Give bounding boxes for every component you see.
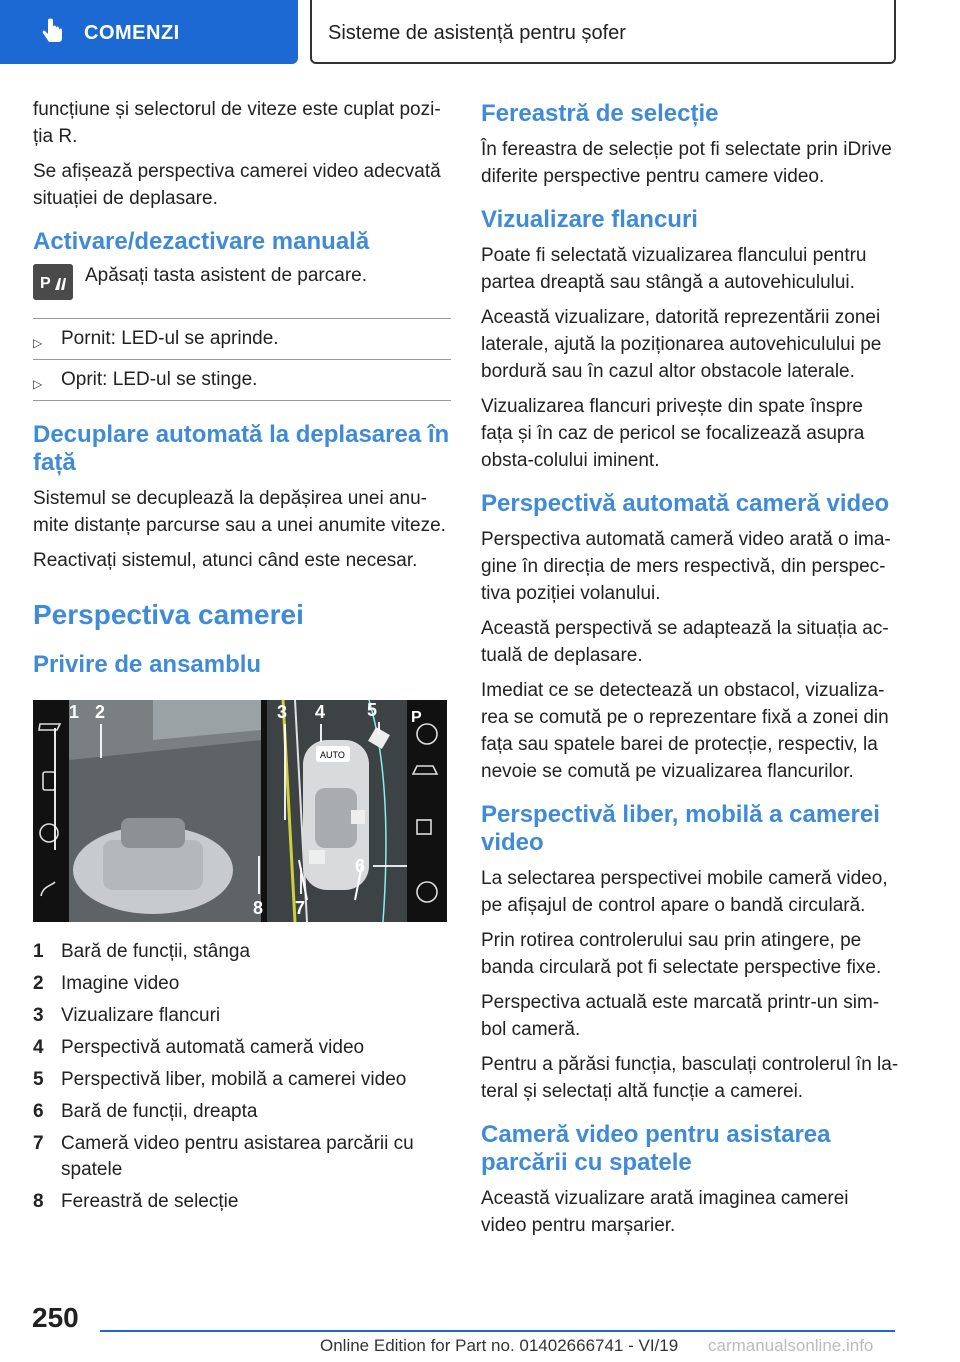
triangle-bullet-icon: ▷: [33, 336, 43, 350]
paragraph: funcțiune și selectorul de viteze este cuplat pozi-ția R.: [33, 99, 441, 147]
chapter-tab: [0, 0, 298, 64]
heading-auto-off: Decuplare automată la deplasarea în față: [33, 421, 450, 476]
bullet-text: Oprit: LED-ul se stinge.: [61, 369, 258, 390]
paragraph: Reactivați sistemul, atunci când este necesar.: [33, 550, 418, 571]
paragraph: Vizualizarea flancuri privește din spate înspre fața și în caz de pericol se focalizează asupra obsta-colului iminent.: [481, 396, 865, 471]
section-title: Sisteme de asistență pentru șofer: [328, 22, 626, 44]
heading-rear-camera: Cameră video pentru asistarea parcării cu spatele: [481, 1121, 831, 1176]
heading-manual: Activare/dezactivare manuală: [33, 228, 370, 255]
legend-item: 6 Bară de funcții, dreapta: [33, 1101, 258, 1122]
heading-free-perspective: Perspectivă liber, mobilă a camerei video: [481, 801, 880, 856]
legend-item: 2 Imagine video: [33, 973, 180, 994]
hand-pointer-icon: [36, 16, 68, 48]
legend-item: 3 Vizualizare flancuri: [33, 1005, 221, 1026]
paragraph: Pentru a părăsi funcția, basculați controlerul în la-teral și selectați altă funcție a camerei.: [481, 1054, 899, 1102]
heading-selection-window: Fereastră de selecție: [481, 100, 719, 127]
heading-camera-perspective: Perspectiva camerei: [33, 599, 304, 630]
camera-display-figure: [33, 700, 447, 922]
bullet-item: [33, 318, 451, 360]
paragraph: Perspectiva actuală este marcată printr-un sim-bol cameră.: [481, 992, 880, 1040]
paragraph: Această vizualizare, datorită reprezentării zonei laterale, ajută la poziționarea autovehiculului pe bordură sau în cazul altor obstacole laterale.: [481, 307, 882, 382]
edition-text: Online Edition for Part no. 01402666741 - VI/19: [320, 1336, 679, 1355]
right-column: [481, 100, 899, 1247]
callout-8: 8: [253, 898, 264, 918]
bullet-text: Pornit: LED-ul se aprinde.: [61, 328, 279, 349]
paragraph: Această perspectivă se adaptează la situația ac-tuală de deplasare.: [481, 618, 889, 666]
button-instruction-text: Apăsați tasta asistent de parcare.: [85, 265, 367, 286]
page-header: [0, 0, 960, 66]
callout-1: 1: [69, 702, 80, 722]
legend-item: 5 Perspectivă liber, mobilă a camerei video: [33, 1069, 407, 1090]
callout-4: 4: [315, 702, 326, 722]
watermark: carmanualsonline.info: [708, 1336, 874, 1355]
heading-flank-view: Vizualizare flancuri: [481, 206, 698, 233]
bullet-item: [33, 360, 451, 401]
legend-item: 1 Bară de funcții, stânga: [33, 941, 251, 962]
button-instruction: [33, 264, 451, 308]
paragraph: Perspectiva automată cameră video arată o ima-gine în direcția de mers respectivă, din perspec-tiva poziției volanului.: [481, 529, 891, 604]
legend-item: 7 Cameră video pentru asistarea parcării cu spatele: [33, 1133, 414, 1180]
callout-2: 2: [95, 702, 106, 722]
paragraph: Se afișează perspectiva camerei video adecvată situației de deplasare.: [33, 161, 441, 209]
callout-3: 3: [277, 702, 288, 722]
paragraph: Sistemul se decuplează la depășirea unei anu-mite distanțe parcurse sau a unei anumite viteze.: [33, 488, 446, 536]
callout-7: 7: [295, 898, 306, 918]
paragraph: Poate fi selectată vizualizarea flancului pentru partea dreaptă sau stângă a autovehiculului.: [481, 245, 867, 293]
legend-item: 8 Fereastră de selecție: [33, 1191, 239, 1212]
heading-overview: Privire de ansamblu: [33, 651, 262, 678]
paragraph: La selectarea perspectivei mobile cameră video, pe afișajul de control apare o bandă circulară.: [481, 868, 888, 916]
svg-text:P: P: [40, 275, 51, 292]
auto-badge: AUTO: [320, 750, 345, 760]
callout-5: 5: [367, 700, 378, 720]
parking-assistant-button-icon: [33, 264, 73, 300]
paragraph: Imediat ce se detectează un obstacol, vizualiza-rea se comută pe o reprezentare fixă a zonei din fața sau spatele barei de protecție, respectiv, la nevoie se comută pe vizualizarea flancurilor.: [481, 680, 889, 782]
heading-auto-perspective: Perspectivă automată cameră video: [481, 490, 890, 517]
legend-item: 4 Perspectivă automată cameră video: [33, 1037, 365, 1058]
triangle-bullet-icon: ▷: [33, 377, 43, 391]
legend-list: [33, 939, 451, 1215]
callout-6: 6: [355, 856, 366, 876]
paragraph: Prin rotirea controlerului sau prin atingere, pe banda circulară pot fi selectate perspective fixe.: [481, 930, 882, 978]
paragraph: În fereastra de selecție pot fi selectate prin iDrive diferite perspective pentru camere video.: [481, 139, 892, 187]
chapter-tab-label: COMENZI: [84, 22, 180, 44]
page-number: 250: [32, 1302, 79, 1333]
paragraph: Această vizualizare arată imaginea camerei video pentru marșarier.: [481, 1188, 849, 1236]
parking-badge: P: [411, 709, 422, 726]
footer-divider: [100, 1330, 895, 1332]
section-title-box: [310, 0, 896, 64]
left-column: [33, 96, 451, 1221]
